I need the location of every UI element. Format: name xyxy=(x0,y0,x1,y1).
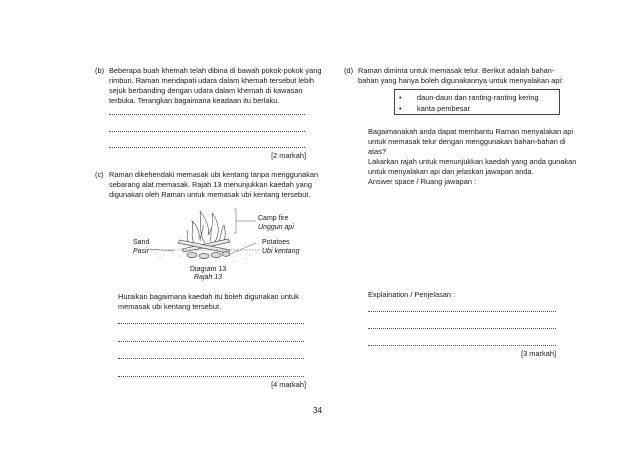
answer-line-c-4[interactable] xyxy=(118,376,304,377)
question-d-ask-line-4: Lakarkan rajah untuk menunjukkan kaedah yang anda gunakan xyxy=(368,157,577,166)
camp-fire-label-en: Camp fire xyxy=(258,215,289,222)
material-item: • kanta pembesar xyxy=(395,103,559,114)
question-d-marks: [3 markah] xyxy=(521,349,556,358)
explanation-label: Explaination / Penjelasan : xyxy=(368,290,456,299)
diagram-caption-en: Diagram 13 xyxy=(190,266,227,273)
material-item: • daun-daun dan ranting-ranting kering xyxy=(395,92,559,103)
answer-line-b-3[interactable] xyxy=(109,147,305,148)
answer-line-d-2[interactable] xyxy=(368,328,556,329)
answer-line-b-1[interactable] xyxy=(109,114,305,115)
question-c-line-3: digunakan oleh Raman untuk memasak ubi kentang tersebut. xyxy=(109,190,311,199)
question-d-line-1: Raman diminta untuk memasak telur. Berikut adalah bahan- xyxy=(358,66,555,75)
question-d-ask-line-1: Bagaimanakah anda dapat membantu Raman menyalakan api xyxy=(368,127,574,136)
page-number: 34 xyxy=(313,406,322,415)
diagram-caption-ms: Rajah 13 xyxy=(194,274,223,281)
camp-fire-label-ms: Unggun api xyxy=(258,224,294,231)
question-d-ask-line-2: untuk memasak telur dengan menggunakan bahan-bahan di xyxy=(368,137,566,146)
materials-box xyxy=(394,89,560,115)
answer-line-c-1[interactable] xyxy=(118,323,304,324)
question-c-marks: [4 markah] xyxy=(271,380,306,389)
question-b-marks: [2 markah] xyxy=(271,151,306,160)
question-b-line-3: sejuk berbanding dengan udara dalam khemah di kawasan xyxy=(109,86,303,95)
sand-label-en: Sand xyxy=(133,239,150,246)
flame-icon xyxy=(187,211,225,243)
question-c-line-2: sebarang alat memasak. Rajah 13 menunjukkan kaedah yang xyxy=(109,180,312,189)
question-b-line-1: Beberapa buah khemah telah dibina di bawah pokok-pokok yang xyxy=(109,66,322,75)
question-b-label: (b) xyxy=(95,66,105,75)
answer-space-area[interactable] xyxy=(368,190,558,282)
question-c-ask-line-2: memasak ubi kentang tersebut. xyxy=(118,302,222,311)
question-c-label: (c) xyxy=(95,170,104,179)
answer-space-label: Answer space / Ruang jawapan : xyxy=(368,177,477,186)
potatoes-icon xyxy=(187,252,230,259)
question-d-ask-line-3: atas? xyxy=(368,147,387,156)
answer-line-d-1[interactable] xyxy=(368,311,556,312)
potatoes-label-ms: Ubi kentang xyxy=(262,248,300,255)
question-d-line-2: bahan yang hanya boleh digunakannya untuk menyalakan api: xyxy=(358,76,564,85)
campfire-bracket xyxy=(234,209,236,233)
sand-label-ms: Pasir xyxy=(133,248,149,255)
question-c-line-1: Raman dikehendaki memasak ubi kentang tanpa menggunakan xyxy=(109,170,319,179)
question-c-ask-line-1: Huraikan bagaimana kaedah itu boleh digunakan untuk xyxy=(118,292,299,301)
answer-line-d-3[interactable] xyxy=(368,345,556,346)
potatoes-label-en: Potatoes xyxy=(262,239,290,246)
potatoes-leader xyxy=(230,243,256,254)
question-b-line-2: rimbun. Raman mendapati udara dalam khemah tersebut lebih xyxy=(109,76,314,85)
campfire-diagram xyxy=(150,203,260,265)
question-d-ask-line-5: untuk menyalakan api dan jelaskan jawapan anda. xyxy=(368,167,534,176)
question-d-label: (d) xyxy=(344,66,354,75)
answer-line-c-2[interactable] xyxy=(118,341,304,342)
answer-line-b-2[interactable] xyxy=(109,131,305,132)
answer-line-c-3[interactable] xyxy=(118,358,304,359)
question-b-line-4: terbuka. Terangkan bagaimana keadaan itu berlaku. xyxy=(109,96,280,105)
